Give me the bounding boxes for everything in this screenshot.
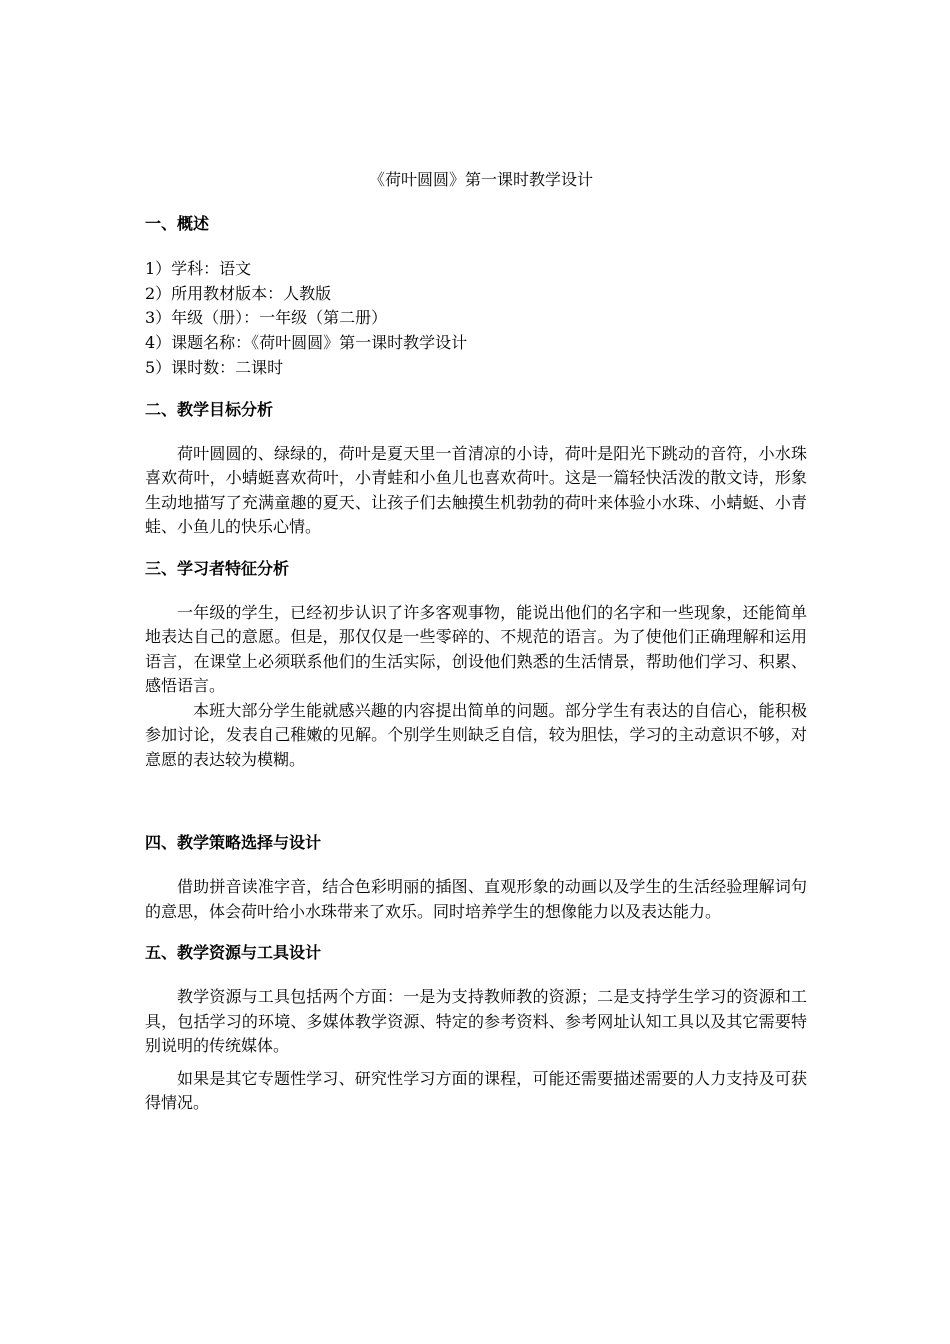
learners-paragraph-1: 一年级的学生，已经初步认识了许多客观事物，能说出他们的名字和一些现象，还能简单地表达自己的意愿。但是，那仅仅是一些零碎的、不规范的语言。为了使他们正确理解和运用语言，在课堂上必须联系他们的生活实际，创设他们熟悉的生活情景，帮助他们学习、积累、感悟语言。	[145, 602, 807, 696]
learners-paragraph-2: 本班大部分学生能就感兴趣的内容提出简单的问题。部分学生有表达的自信心，能积极参加讨论，发表自己稚嫩的见解。个别学生则缺乏自信，较为胆怯，学习的主动意识不够，对意愿的表达较为模糊。	[145, 700, 807, 769]
objectives-paragraph: 荷叶圆圆的、绿绿的，荷叶是夏天里一首清凉的小诗，荷叶是阳光下跳动的音符，小水珠喜欢荷叶，小蜻蜓喜欢荷叶，小青蛙和小鱼儿也喜欢荷叶。这是一篇轻快活泼的散文诗，形象生动地描写了充满童趣的夏天、让孩子们去触摸生机勃勃的荷叶来体验小水珠、小蜻蜓、小青蛙、小鱼儿的快乐心情。	[145, 443, 807, 537]
overview-item-subject: 1）学科：语文	[145, 259, 252, 278]
section-heading-resources: 五、教学资源与工具设计	[145, 943, 322, 963]
resources-paragraph-2: 如果是其它专题性学习、研究性学习方面的课程，可能还需要描述需要的人力支持及可获得情况。	[145, 1068, 807, 1113]
section-heading-overview: 一、概述	[145, 214, 210, 233]
document-title: 《荷叶圆圆》第一课时教学设计	[368, 170, 593, 189]
overview-list	[145, 257, 807, 381]
strategy-paragraph: 借助拼音读准字音，结合色彩明丽的插图、直观形象的动画以及学生的生活经验理解词句的意思，体会荷叶给小水珠带来了欢乐。同时培养学生的想像能力以及表达能力。	[145, 877, 807, 921]
section-heading-strategy: 四、教学策略选择与设计	[145, 833, 322, 853]
overview-item-grade: 3）年级（册）：一年级（第二册）	[145, 308, 388, 328]
document-body	[145, 168, 807, 1116]
overview-item-lesson-title: 4）课题名称：《荷叶圆圆》第一课时教学设计	[145, 333, 468, 353]
resources-paragraph-1: 教学资源与工具包括两个方面：一是为支持教师教的资源；二是支持学生学习的资源和工具，包括学习的环境、多媒体教学资源、特定的参考资料、参考网址认知工具以及其它需要特别说明的传统媒体。	[145, 987, 807, 1056]
section-heading-learners: 三、学习者特征分析	[145, 558, 290, 578]
overview-item-textbook: 2）所用教材版本：人教版	[145, 283, 332, 303]
section-heading-objectives: 二、教学目标分析	[145, 399, 274, 419]
overview-item-periods: 5）课时数：二课时	[145, 357, 284, 377]
